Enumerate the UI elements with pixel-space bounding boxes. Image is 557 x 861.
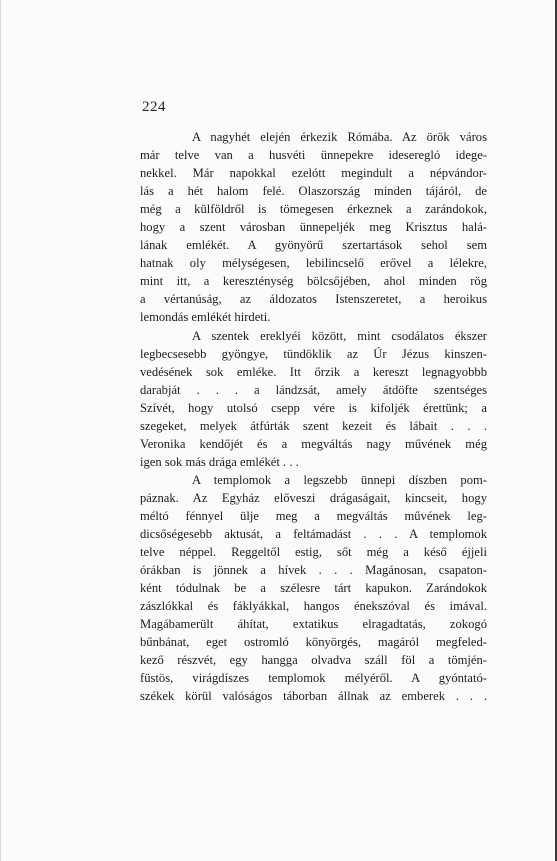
page-left-edge [0, 0, 1, 861]
text-line: nekkel. Már napokkal ezelótt megindult a népvándor- [140, 166, 487, 181]
text-line: telve néppel. Reggeltől estig, sőt még a késő éjjeli [140, 545, 487, 560]
text-line: A nagyhét elején érkezik Rómába. Az örök város [192, 130, 487, 144]
text-line: dicsőségesebb aktusát, a feltámadást . . . A templomok [140, 527, 487, 542]
text-line: a vértanúság, az áldozatos Istenszeretet, a heroikus [140, 292, 487, 307]
text-line: még a külföldről is tömegesen érkeznek a zarándokok, [140, 202, 487, 217]
text-line: füstös, virágdíszes templomok mélyéről. A gyóntató- [140, 671, 487, 686]
text-line: vedésének sok emléke. Itt őrzik a kereszt legnagyobbb [140, 364, 487, 379]
page-number: 224 [142, 99, 166, 115]
text-line: Veronika kendőjét és a megváltás nagy művének még [140, 436, 487, 451]
text-line: mint itt, a kereszténység bölcsőjében, ahol minden rög [140, 274, 487, 289]
text-line: hogy a szent városban ünnepeljék meg Krisztus halá- [140, 220, 487, 235]
text-line: már telve van a husvéti ünnepekre ideseregló idege- [140, 148, 487, 163]
body-text [140, 128, 487, 706]
text-line: lának emlékét. A gyönyörű szertartások sehol sem [140, 238, 487, 253]
text-line: ként tódulnak be a szélesre tárt kapukon. Zarándokok [140, 581, 487, 596]
text-line: igen sok más drága emlékét . . . [140, 454, 299, 469]
text-line: bűnbánat, eget ostromló könyörgés, magáról megfeled- [140, 635, 487, 650]
text-line: lás a hét halom felé. Olaszország minden tájáról, de [140, 184, 487, 199]
text-line: lemondás emlékét hirdeti. [140, 310, 271, 325]
text-line: zászlókkal és fáklyákkal, hangos énekszóval és imával. [140, 599, 487, 614]
text-line: méltó fénnyel ülje meg a megváltás művének leg- [140, 508, 487, 523]
text-line: páznak. Az Egyház előveszi drágaságait, kincseit, hogy [140, 490, 487, 505]
text-line: székek körül valóságos táborban állnak az emberek . . . [140, 689, 487, 704]
text-line: darabját . . . a lándzsát, amely átdöfte szentséges [140, 382, 487, 397]
text-line: Szívét, hogy utolsó csepp vére is kifoljék érettünk; a [140, 400, 487, 415]
text-line: A szentek ereklyéi között, mint csodálatos ékszer [192, 328, 487, 343]
text-line: kező részvét, egy hangga olvadva száll föl a tömjén- [140, 653, 487, 668]
text-line: órákban is jönnek a hívek . . . Magánosan, csapaton- [140, 563, 487, 578]
text-line: Magábamerült áhítat, extatikus elragadtatás, zokogó [140, 617, 487, 632]
text-line: legbecsesebb gyöngye, tündöklik az Úr Jézus kinszen- [140, 346, 487, 361]
text-line: szegeket, melyek átfúrták szent kezeit és lábait . . . [140, 418, 487, 433]
text-line: hatnak oly mélységesen, lebilincselő erővel a lélekre, [140, 256, 487, 271]
text-line: A templomok a legszebb ünnepi díszben pom- [192, 472, 487, 487]
